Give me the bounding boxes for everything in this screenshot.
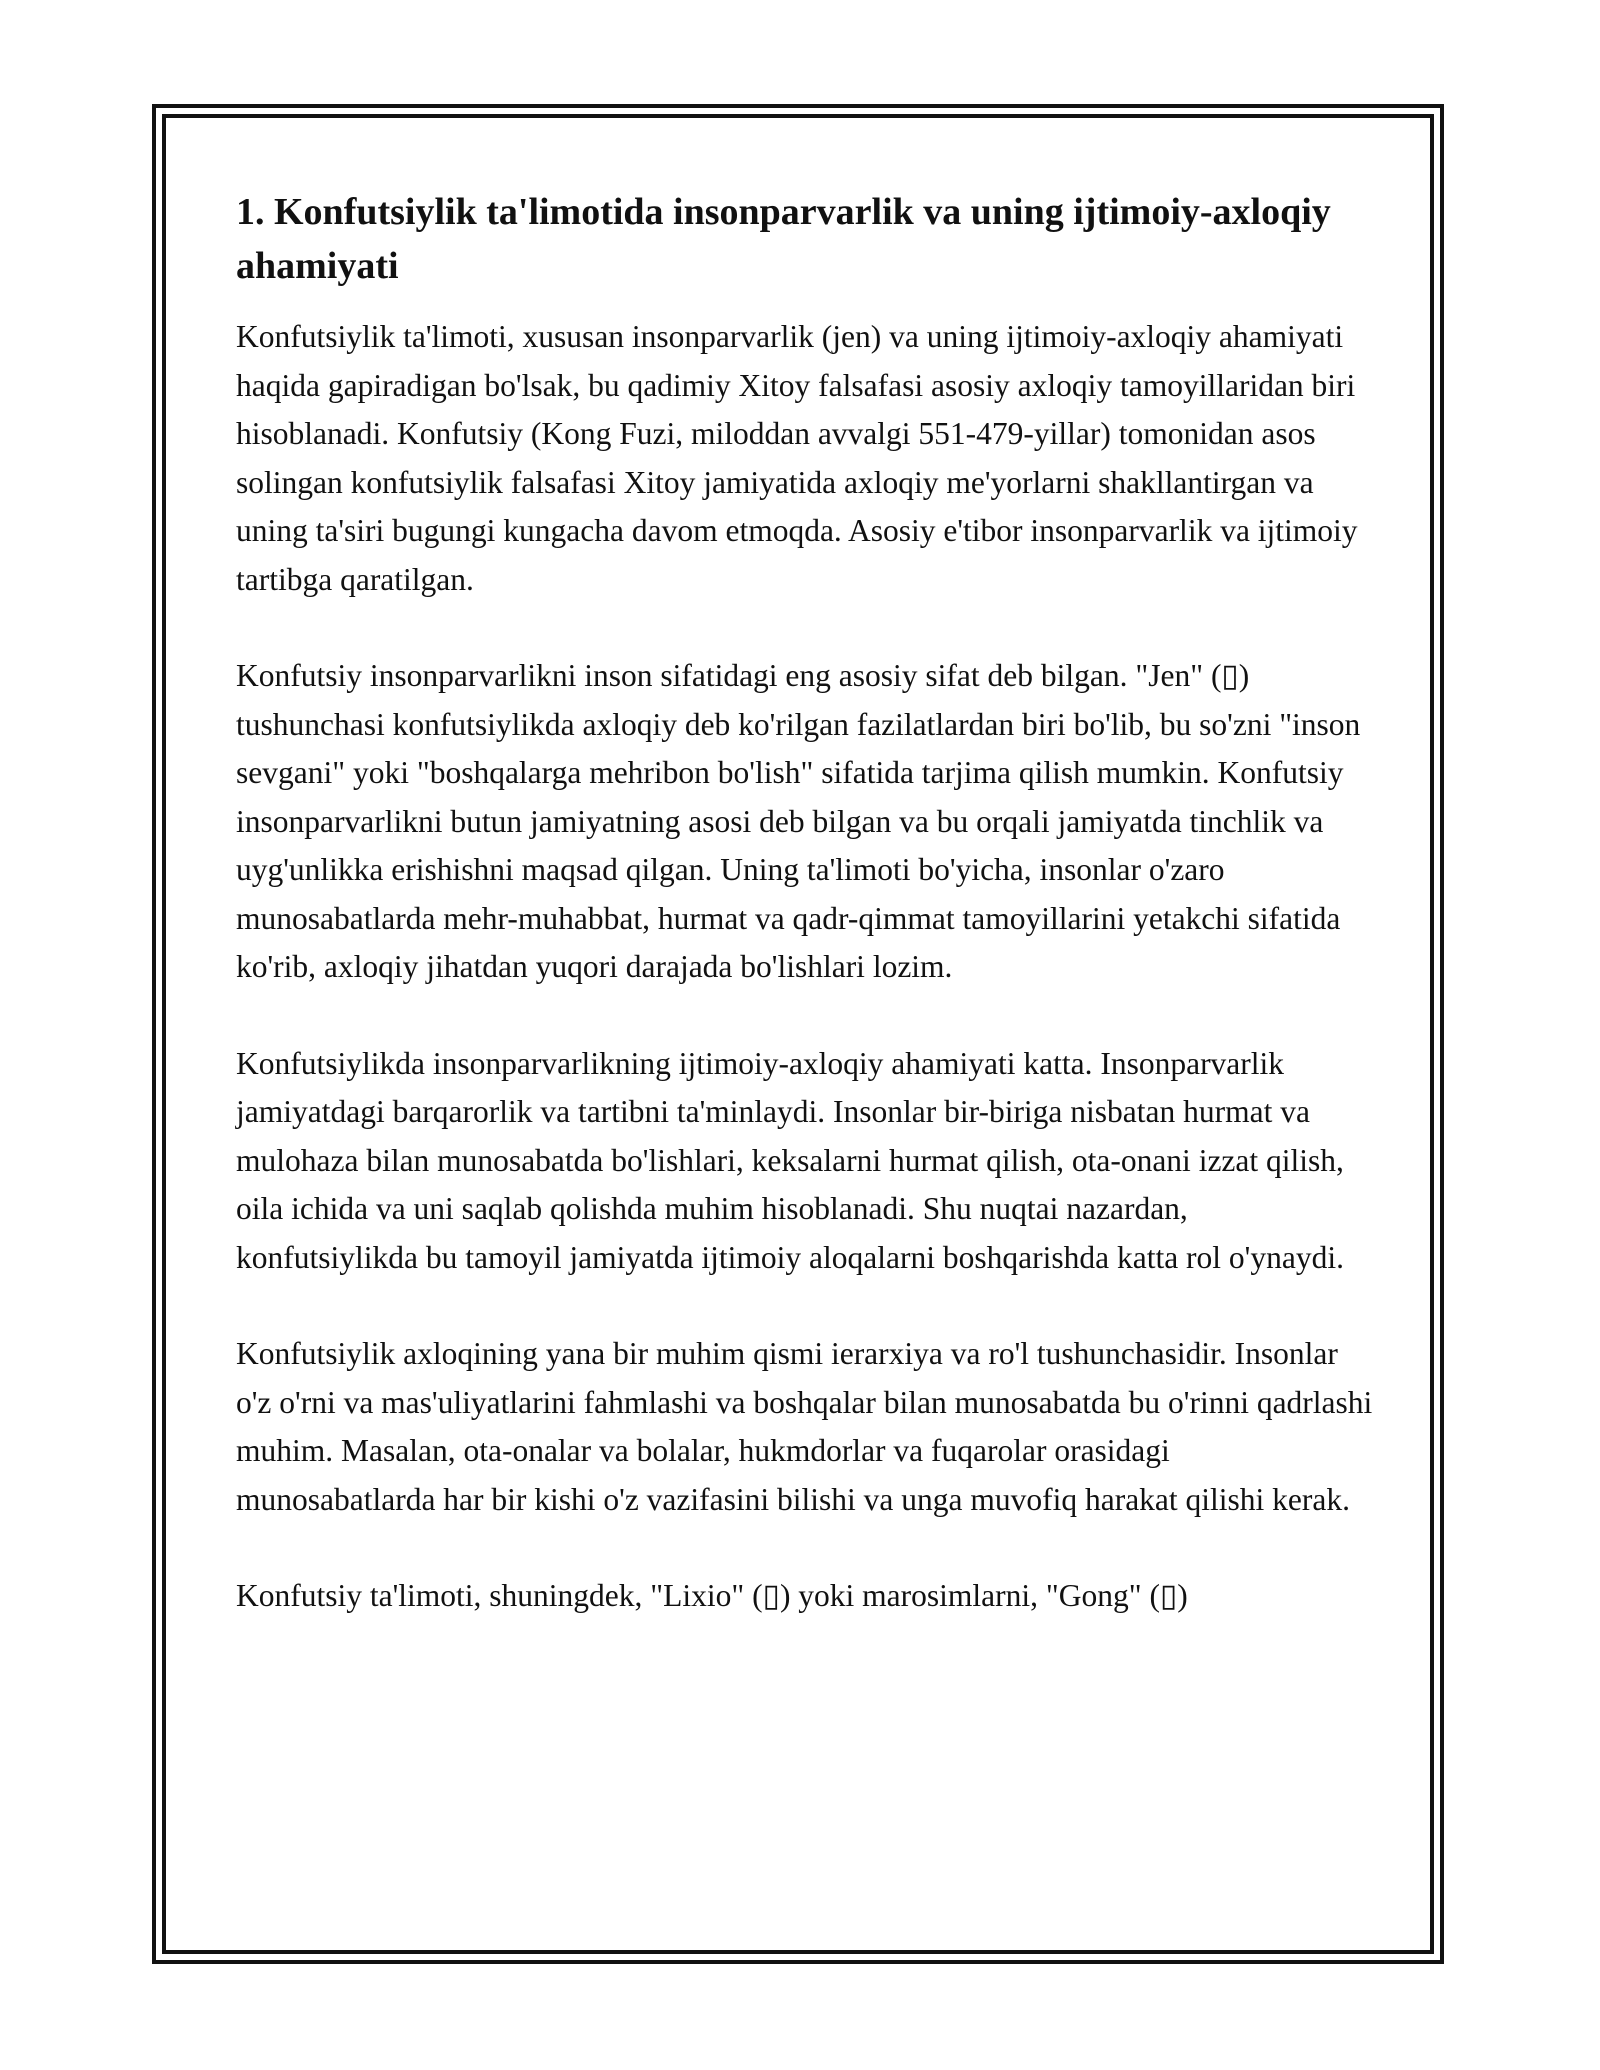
- paragraph-4: Konfutsiylik axloqining yana bir muhim qismi ierarxiya va ro'l tushunchasidir. Insonlar o'z o'rni va mas'uliyatlarini fahmlashi va boshqalar bilan munosabatda bu o'rinni qadrlashi muhim. Masalan, ota-onalar va bolalar, hukmdorlar va fuqarolar orasidagi munosabatlarda har bir kishi o'z vazifasini bilishi va unga muvofiq harakat qilishi kerak.: [236, 1336, 1373, 1517]
- paragraph-5: Konfutsiy ta'limoti, shuningdek, "Lixio" (▯) yoki marosimlarni, "Gong" (▯): [236, 1578, 1188, 1613]
- document-body: [236, 185, 1376, 1669]
- paragraph-1: Konfutsiylik ta'limoti, xususan insonparvarlik (jen) va uning ijtimoiy-axloqiy ahamiyati haqida gapiradigan bo'lsak, bu qadimiy Xitoy falsafasi asosiy axloqiy tamoyillaridan biri hisoblanadi. Konfutsiy (Kong Fuzi, miloddan avvalgi 551-479-yillar) tomonidan asos solingan konfutsiylik falsafasi Xitoy jamiyatida axloqiy me'yorlarni shakllantirgan va uning ta'siri bugungi kungacha davom etmoqda. Asosiy e'tibor insonparvarlik va ijtimoiy tartibga qaratilgan.: [236, 319, 1358, 597]
- section-heading: 1. Konfutsiylik ta'limotida insonparvarlik va uning ijtimoiy-axloqiy ahamiyati: [236, 191, 1331, 287]
- paragraph-2: Konfutsiy insonparvarlikni inson sifatidagi eng asosiy sifat deb bilgan. "Jen" (▯) tushunchasi konfutsiylikda axloqiy deb ko'rilgan fazilatlardan biri bo'lib, bu so'zni "inson sevgani" yoki "boshqalarga mehribon bo'lish" sifatida tarjima qilish mumkin. Konfutsiy insonparvarlikni butun jamiyatning asosi deb bilgan va bu orqali jamiyatda tinchlik va uyg'unlikka erishishni maqsad qilgan. Uning ta'limoti bo'yicha, insonlar o'zaro munosabatlarda mehr-muhabbat, hurmat va qadr-qimmat tamoyillarini yetakchi sifatida ko'rib, axloqiy jihatdan yuqori darajada bo'lishlari lozim.: [236, 658, 1361, 984]
- paragraph-3: Konfutsiylikda insonparvarlikning ijtimoiy-axloqiy ahamiyati katta. Insonparvarlik jamiyatdagi barqarorlik va tartibni ta'minlaydi. Insonlar bir-biriga nisbatan hurmat va mulohaza bilan munosabatda bo'lishlari, keksalarni hurmat qilish, ota-onani izzat qilish, oila ichida va uni saqlab qolishda muhim hisoblanadi. Shu nuqtai nazardan, konfutsiylikda bu tamoyil jamiyatda ijtimoiy aloqalarni boshqarishda katta rol o'ynaydi.: [236, 1045, 1344, 1275]
